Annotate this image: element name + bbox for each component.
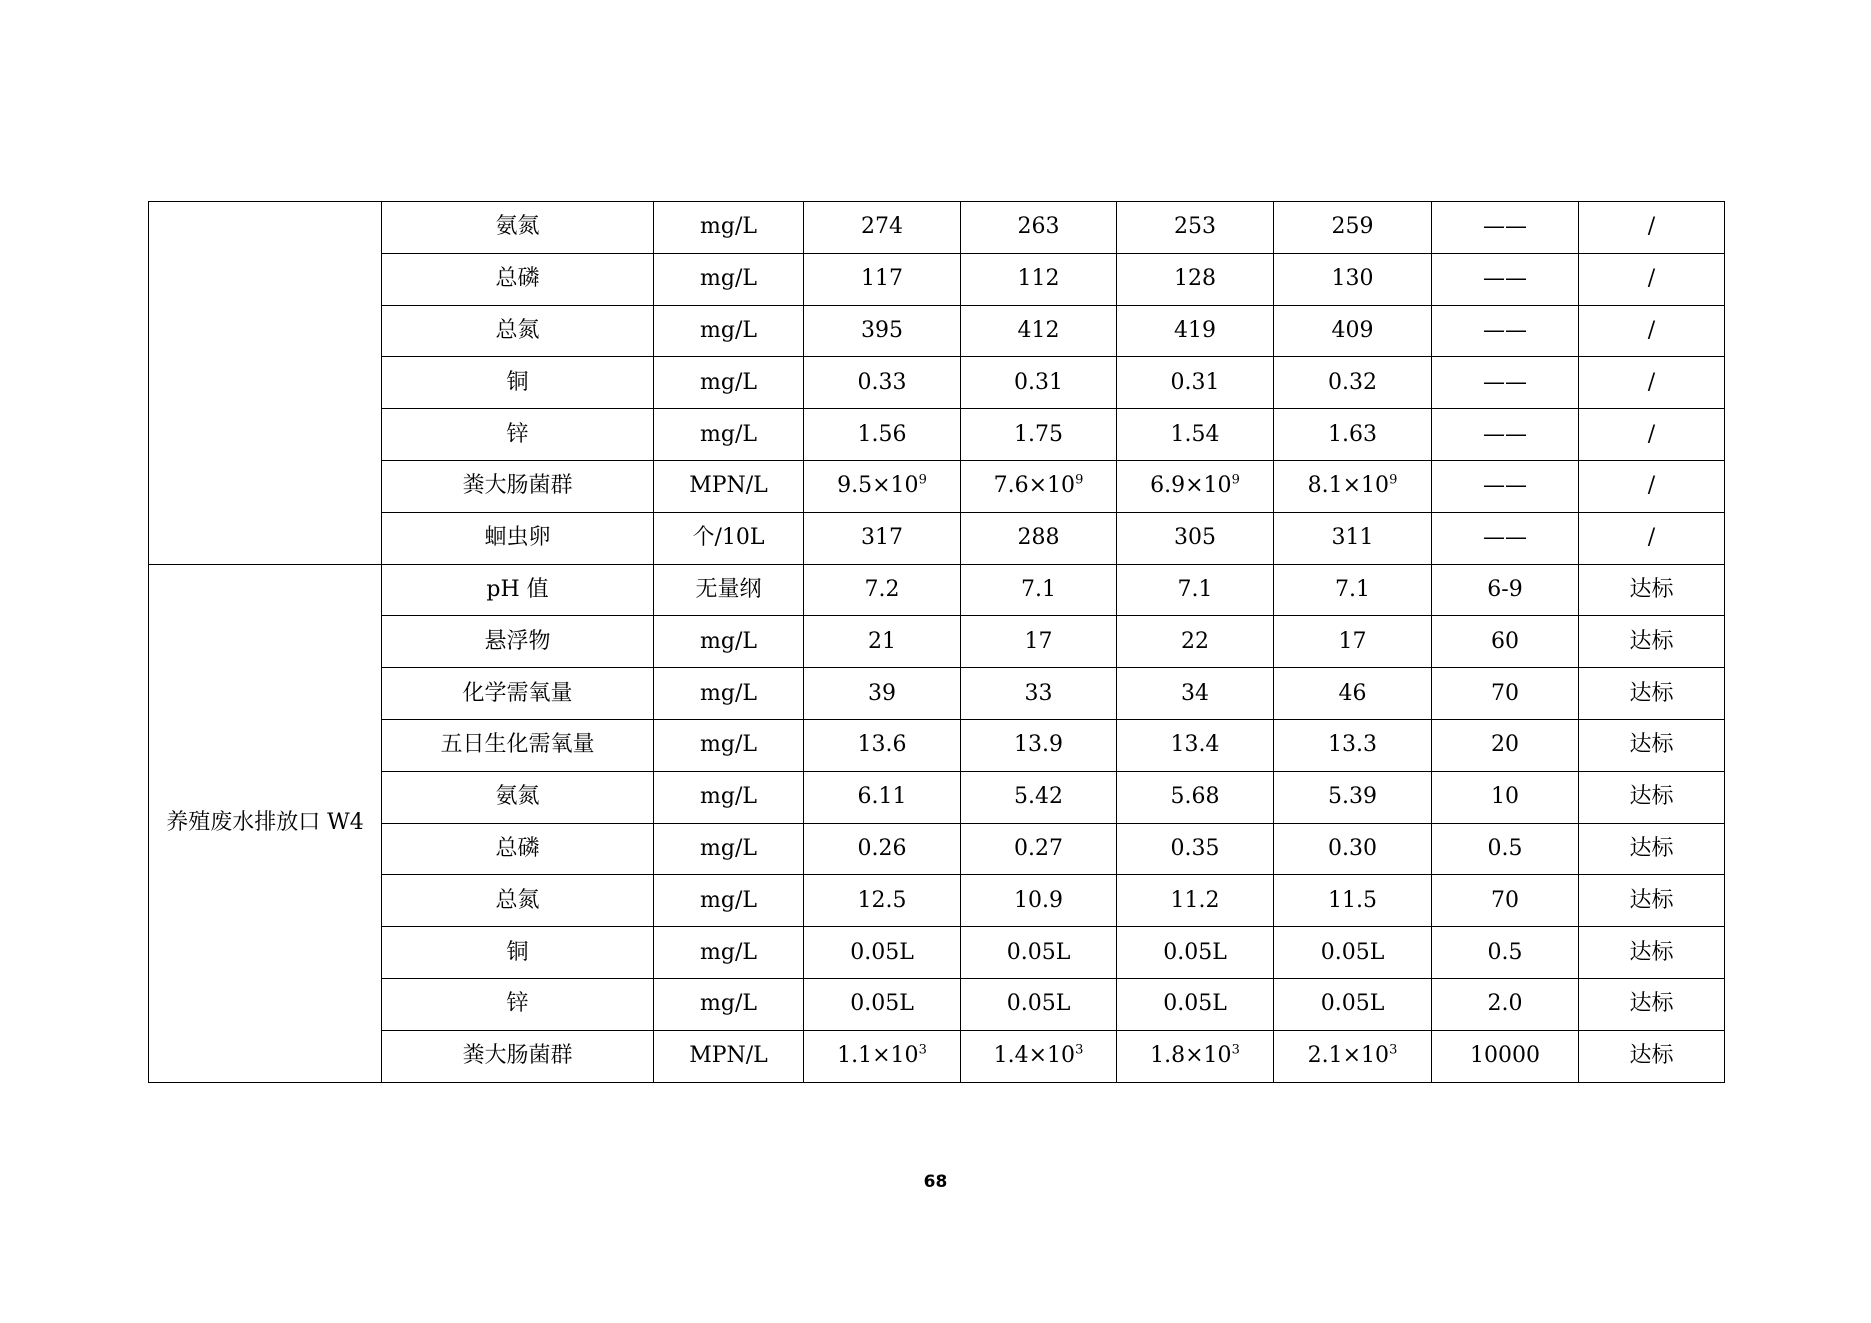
value-cell: 274	[804, 202, 961, 254]
value-cell: $8.1\times 10^9$	[1274, 460, 1432, 512]
table-row	[149, 978, 1725, 1030]
table-row	[149, 927, 1725, 979]
result-cell: /	[1579, 305, 1725, 357]
item-cell: 总氮	[382, 875, 654, 927]
sampling-location-cell: 养殖废水排放口 W4	[149, 564, 382, 1082]
value-cell: 0.05L	[961, 927, 1117, 979]
item-cell: 氨氮	[382, 771, 654, 823]
unit-cell: mg/L	[654, 719, 804, 771]
standard-cell: ——	[1432, 409, 1579, 461]
table-row	[149, 512, 1725, 564]
value-cell: 395	[804, 305, 961, 357]
value-cell: 112	[961, 253, 1117, 305]
value-cell: 1.75	[961, 409, 1117, 461]
table-row	[149, 202, 1725, 254]
table-row	[149, 460, 1725, 512]
unit-cell: 个/10L	[654, 512, 804, 564]
value-cell: 0.05L	[961, 978, 1117, 1030]
sampling-location-cell	[149, 202, 382, 565]
unit-cell: mg/L	[654, 875, 804, 927]
unit-cell: mg/L	[654, 357, 804, 409]
value-cell: 117	[804, 253, 961, 305]
value-cell: 21	[804, 616, 961, 668]
value-cell: 7.2	[804, 564, 961, 616]
value-cell: $2.1\times 10^3$	[1274, 1030, 1432, 1082]
result-cell: /	[1579, 357, 1725, 409]
table-row	[149, 1030, 1725, 1082]
value-cell: $1.8\times 10^3$	[1117, 1030, 1274, 1082]
value-cell: $7.6\times 10^9$	[961, 460, 1117, 512]
standard-cell: 6-9	[1432, 564, 1579, 616]
item-cell: 铜	[382, 357, 654, 409]
table-row	[149, 823, 1725, 875]
monitoring-results-table	[148, 201, 1725, 1083]
result-cell: 达标	[1579, 978, 1725, 1030]
exponent: 3	[1075, 1042, 1084, 1058]
value-cell: 0.26	[804, 823, 961, 875]
unit-cell: mg/L	[654, 823, 804, 875]
unit-cell: mg/L	[654, 978, 804, 1030]
standard-cell: 60	[1432, 616, 1579, 668]
standard-cell: ——	[1432, 253, 1579, 305]
value-cell: 17	[1274, 616, 1432, 668]
value-cell: 0.33	[804, 357, 961, 409]
standard-cell: 2.0	[1432, 978, 1579, 1030]
standard-cell: ——	[1432, 357, 1579, 409]
value-cell: 13.9	[961, 719, 1117, 771]
result-cell: 达标	[1579, 1030, 1725, 1082]
standard-cell: 10	[1432, 771, 1579, 823]
result-cell: 达标	[1579, 823, 1725, 875]
value-cell: 0.31	[961, 357, 1117, 409]
item-cell: 五日生化需氧量	[382, 719, 654, 771]
standard-cell: 0.5	[1432, 823, 1579, 875]
page-number: 68	[923, 1172, 948, 1192]
value-cell: 0.27	[961, 823, 1117, 875]
value-cell: 1.63	[1274, 409, 1432, 461]
value-cell: $1.4\times 10^3$	[961, 1030, 1117, 1082]
value-cell: 0.30	[1274, 823, 1432, 875]
item-cell: 氨氮	[382, 202, 654, 254]
result-cell: 达标	[1579, 616, 1725, 668]
standard-cell: ——	[1432, 512, 1579, 564]
item-cell: 总磷	[382, 823, 654, 875]
value-cell: 263	[961, 202, 1117, 254]
value-cell: $6.9\times 10^9$	[1117, 460, 1274, 512]
value-cell: 5.42	[961, 771, 1117, 823]
result-cell: /	[1579, 202, 1725, 254]
value-cell: 419	[1117, 305, 1274, 357]
unit-cell: MPN/L	[654, 460, 804, 512]
table-row	[149, 253, 1725, 305]
value-cell: 39	[804, 668, 961, 720]
standard-cell: 70	[1432, 668, 1579, 720]
item-cell: 总氮	[382, 305, 654, 357]
unit-cell: mg/L	[654, 927, 804, 979]
table-row	[149, 668, 1725, 720]
table-row	[149, 409, 1725, 461]
value-cell: 6.11	[804, 771, 961, 823]
value-cell: 128	[1117, 253, 1274, 305]
standard-cell: 20	[1432, 719, 1579, 771]
unit-cell: mg/L	[654, 305, 804, 357]
item-cell: 化学需氧量	[382, 668, 654, 720]
value-cell: 22	[1117, 616, 1274, 668]
value-cell: 13.6	[804, 719, 961, 771]
result-cell: 达标	[1579, 771, 1725, 823]
value-cell: 253	[1117, 202, 1274, 254]
result-cell: 达标	[1579, 719, 1725, 771]
value-cell: 33	[961, 668, 1117, 720]
value-cell: 34	[1117, 668, 1274, 720]
result-cell: 达标	[1579, 875, 1725, 927]
item-cell: 总磷	[382, 253, 654, 305]
value-cell: 1.56	[804, 409, 961, 461]
exponent: 9	[1389, 473, 1398, 489]
table-row	[149, 305, 1725, 357]
standard-cell: ——	[1432, 460, 1579, 512]
value-cell: 0.05L	[1274, 927, 1432, 979]
unit-cell: mg/L	[654, 616, 804, 668]
standard-cell: ——	[1432, 305, 1579, 357]
exponent: 3	[1389, 1042, 1398, 1058]
result-cell: /	[1579, 460, 1725, 512]
value-cell: 0.05L	[1117, 927, 1274, 979]
result-cell: 达标	[1579, 564, 1725, 616]
unit-cell: mg/L	[654, 409, 804, 461]
exponent: 9	[1231, 473, 1240, 489]
item-cell: 粪大肠菌群	[382, 460, 654, 512]
value-cell: 13.4	[1117, 719, 1274, 771]
value-cell: 0.32	[1274, 357, 1432, 409]
result-cell: /	[1579, 409, 1725, 461]
exponent: 3	[918, 1042, 927, 1058]
table-row	[149, 771, 1725, 823]
unit-cell: mg/L	[654, 668, 804, 720]
exponent: 9	[918, 473, 927, 489]
value-cell: 288	[961, 512, 1117, 564]
table-row	[149, 564, 1725, 616]
value-cell: 5.39	[1274, 771, 1432, 823]
value-cell: $1.1\times 10^3$	[804, 1030, 961, 1082]
result-cell: /	[1579, 512, 1725, 564]
value-cell: 1.54	[1117, 409, 1274, 461]
unit-cell: MPN/L	[654, 1030, 804, 1082]
table-row	[149, 875, 1725, 927]
value-cell: 11.2	[1117, 875, 1274, 927]
result-cell: 达标	[1579, 927, 1725, 979]
item-cell: 粪大肠菌群	[382, 1030, 654, 1082]
value-cell: 12.5	[804, 875, 961, 927]
value-cell: 7.1	[1117, 564, 1274, 616]
value-cell: 0.05L	[804, 927, 961, 979]
value-cell: 409	[1274, 305, 1432, 357]
value-cell: 0.05L	[1274, 978, 1432, 1030]
standard-cell: 10000	[1432, 1030, 1579, 1082]
exponent: 9	[1075, 473, 1084, 489]
value-cell: 7.1	[961, 564, 1117, 616]
value-cell: 259	[1274, 202, 1432, 254]
standard-cell: ——	[1432, 202, 1579, 254]
item-cell: 锌	[382, 978, 654, 1030]
value-cell: 5.68	[1117, 771, 1274, 823]
unit-cell: mg/L	[654, 253, 804, 305]
value-cell: 311	[1274, 512, 1432, 564]
item-cell: pH 值	[382, 564, 654, 616]
value-cell: 10.9	[961, 875, 1117, 927]
value-cell: 0.35	[1117, 823, 1274, 875]
table-row	[149, 357, 1725, 409]
value-cell: 13.3	[1274, 719, 1432, 771]
value-cell: 305	[1117, 512, 1274, 564]
value-cell: 0.05L	[1117, 978, 1274, 1030]
unit-cell: mg/L	[654, 771, 804, 823]
value-cell: 11.5	[1274, 875, 1432, 927]
standard-cell: 70	[1432, 875, 1579, 927]
item-cell: 锌	[382, 409, 654, 461]
table-row	[149, 719, 1725, 771]
value-cell: 0.05L	[804, 978, 961, 1030]
standard-cell: 0.5	[1432, 927, 1579, 979]
table-body	[149, 202, 1725, 1083]
value-cell: 7.1	[1274, 564, 1432, 616]
result-cell: 达标	[1579, 668, 1725, 720]
value-cell: 46	[1274, 668, 1432, 720]
value-cell: 17	[961, 616, 1117, 668]
value-cell: $9.5\times 10^9$	[804, 460, 961, 512]
value-cell: 317	[804, 512, 961, 564]
item-cell: 蛔虫卵	[382, 512, 654, 564]
item-cell: 铜	[382, 927, 654, 979]
unit-cell: mg/L	[654, 202, 804, 254]
value-cell: 130	[1274, 253, 1432, 305]
result-cell: /	[1579, 253, 1725, 305]
value-cell: 0.31	[1117, 357, 1274, 409]
value-cell: 412	[961, 305, 1117, 357]
unit-cell: 无量纲	[654, 564, 804, 616]
exponent: 3	[1231, 1042, 1240, 1058]
item-cell: 悬浮物	[382, 616, 654, 668]
table-row	[149, 616, 1725, 668]
